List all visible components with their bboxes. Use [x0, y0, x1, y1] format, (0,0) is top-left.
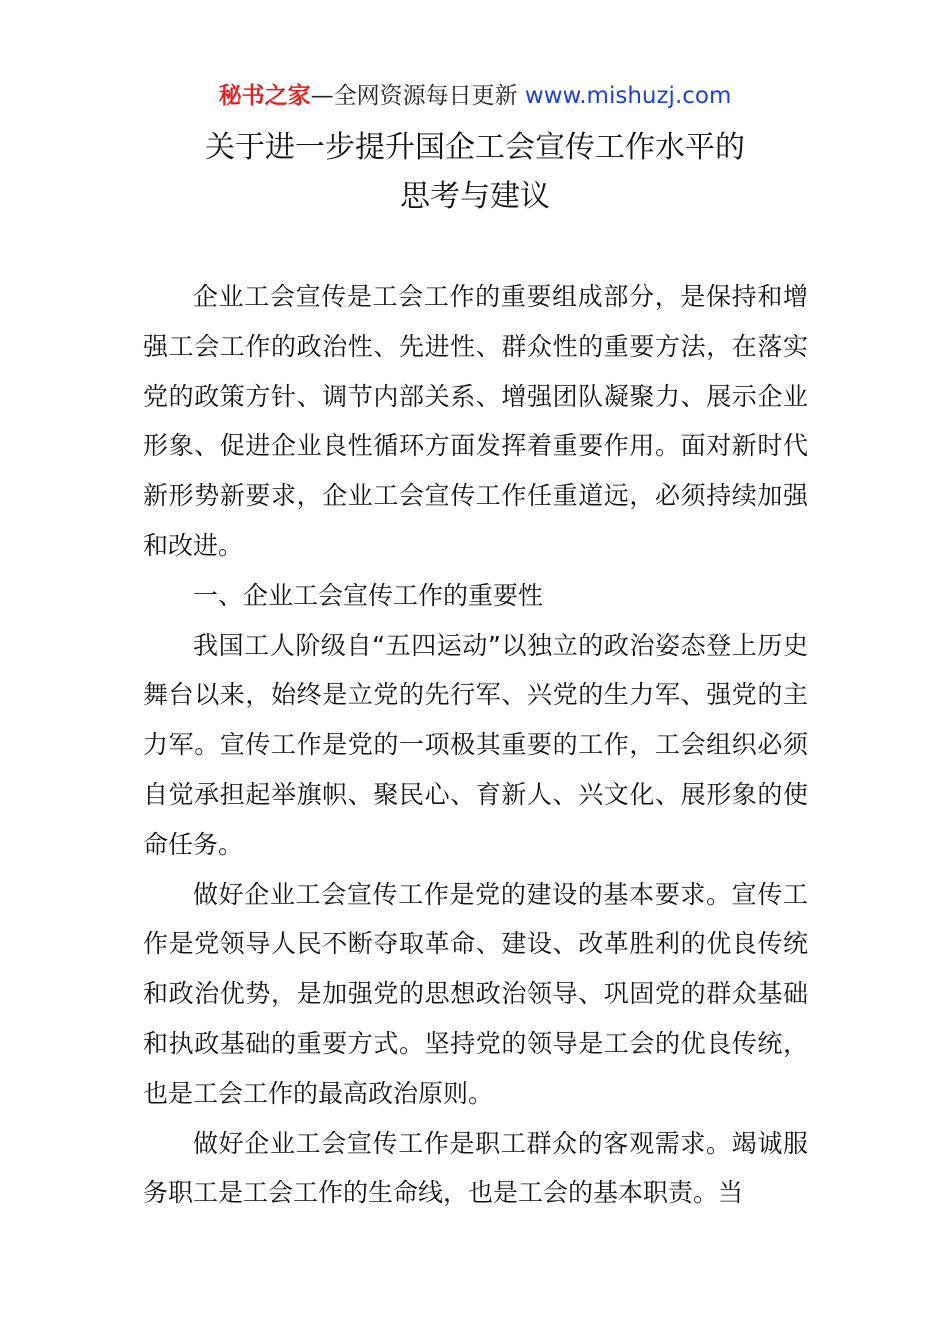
document-body [143, 272, 808, 1218]
site-url-link[interactable]: www.mishuzj.com [524, 83, 732, 109]
site-brand: 秘书之家 [218, 83, 311, 109]
site-tagline: 全网资源每日更新 [333, 83, 518, 109]
document-title-line-1: 关于进一步提升国企工会宣传工作水平的 [205, 130, 745, 165]
site-header [0, 80, 950, 112]
paragraph-party-building: 做好企业工会宣传工作是党的建设的基本要求。宣传工作是党领导人民不断夺取革命、建设、改革胜利的优良传统和政治优势，是加强党的思想政治领导、巩固党的群众基础和执政基础的重要方式。坚持党的领导是工会的优良传统，也是工会工作的最高政治原则。 [143, 879, 808, 1108]
section-heading-1: 一、企业工会宣传工作的重要性 [193, 580, 544, 610]
paragraph-worker-needs: 做好企业工会宣传工作是职工群众的客观需求。竭诚服务职工是工会工作的生命线，也是工会的基本职责。当 [143, 1128, 808, 1208]
paragraph-history: 我国工人阶级自“五四运动”以独立的政治姿态登上历史舞台以来，始终是立党的先行军、兴党的生力军、强党的主力军。宣传工作是党的一项极其重要的工作，工会组织必须自觉承担起举旗帜、聚民心、育新人、兴文化、展形象的使命任务。 [143, 630, 808, 859]
paragraph-intro: 企业工会宣传是工会工作的重要组成部分，是保持和增强工会工作的政治性、先进性、群众性的重要方法，在落实党的政策方针、调节内部关系、增强团队凝聚力、展示企业形象、促进企业良性循环方面发挥着重要作用。面对新时代新形势新要求，企业工会宣传工作任重道远，必须持续加强和改进。 [143, 282, 808, 560]
header-dash: — [310, 83, 334, 109]
document-title-line-2: 思考与建议 [400, 179, 550, 214]
